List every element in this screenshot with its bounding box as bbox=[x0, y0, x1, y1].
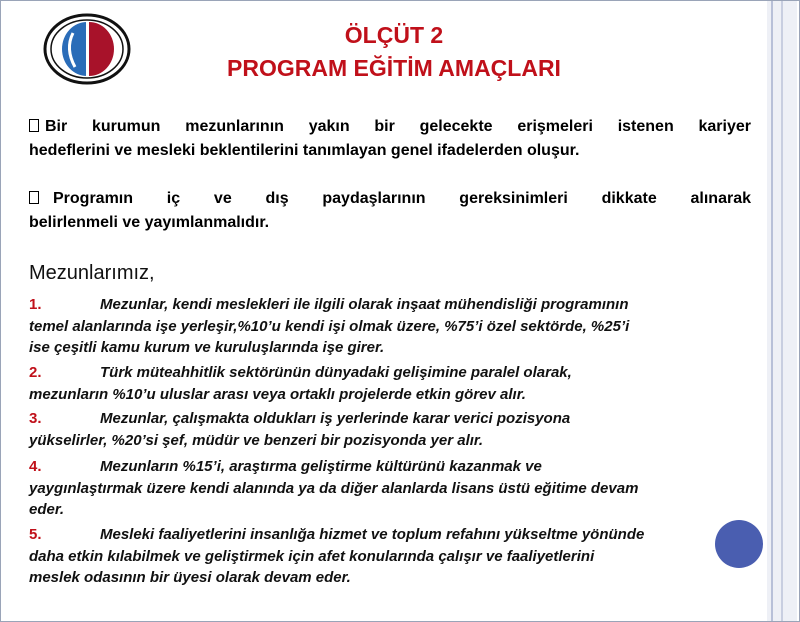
slide-title-line1: ÖLÇÜT 2 bbox=[344, 22, 444, 48]
item-line: meslek odasının bir üyesi olarak devam eder. bbox=[29, 569, 351, 586]
list-item bbox=[29, 524, 753, 589]
item-number: 4. bbox=[29, 458, 42, 475]
item-line: yaygınlaştırmak üzere kendi alanında ya da diğer alanlarda lisans üstü eğitime devam bbox=[29, 479, 639, 497]
item-number: 1. bbox=[29, 296, 42, 313]
item-line: eder. bbox=[29, 501, 65, 518]
item-line: daha etkin kılabilmek ve geliştirmek için afet konularında çalışır ve faaliyetlerini bbox=[29, 547, 595, 565]
list-item bbox=[29, 362, 753, 405]
list-item bbox=[29, 456, 753, 521]
item-line: ise çeşitli kamu kurum ve kuruluşlarında işe girer. bbox=[29, 339, 385, 356]
university-logo bbox=[43, 13, 131, 85]
item-line: Mezunların %15’i, araştırma geliştirme kültürünü kazanmak ve bbox=[100, 458, 542, 475]
bullet-2-line2: belirlenmeli ve yayımlanmalıdır. bbox=[29, 214, 270, 231]
item-line: temel alanlarında işe yerleşir,%10’u kendi işi olmak üzere, %75’i özel sektörde, %25’i bbox=[29, 317, 630, 335]
bullet-box-icon bbox=[29, 119, 39, 132]
bullet-box-icon bbox=[29, 191, 39, 204]
bullet-1-line2: hedeflerini ve mesleki beklentilerini tanımlayan genel ifadelerden oluşur. bbox=[29, 142, 580, 159]
bullet-paragraph-1 bbox=[29, 115, 751, 163]
item-line: Mesleki faaliyetlerini insanlığa hizmet ve toplum refahını yükseltme yönünde bbox=[100, 526, 645, 543]
item-number: 5. bbox=[29, 526, 42, 543]
item-line: Mezunlar, kendi meslekleri ile ilgili olarak inşaat mühendisliği programının bbox=[100, 296, 629, 313]
item-line: mezunların %10’u uluslar arası veya ortaklı projelerde etkin görev alır. bbox=[29, 385, 526, 403]
item-line: yükselirler, %20’si şef, müdür ve benzeri bir pozisyonda yer alır. bbox=[29, 431, 484, 449]
slide-side-decoration bbox=[767, 1, 797, 621]
item-line: Türk müteahhitlik sektörünün dünyadaki gelişimine paralel olarak, bbox=[100, 364, 572, 381]
item-number: 2. bbox=[29, 364, 42, 381]
list-item bbox=[29, 294, 753, 359]
item-line: Mezunlar, çalışmakta oldukları iş yerlerinde karar verici pozisyona bbox=[100, 410, 571, 427]
bullet-paragraph-2 bbox=[29, 187, 751, 235]
item-number: 3. bbox=[29, 410, 42, 427]
list-item bbox=[29, 408, 753, 451]
bullet-2-line1: Programın iç ve dış paydaşlarının gereksinimleri dikkate alınarak bbox=[53, 190, 751, 207]
bullet-1-line1: Bir kurumun mezunlarının yakın bir gelecekte erişmeleri istenen kariyer bbox=[45, 118, 751, 135]
section-heading: Mezunlarımız, bbox=[29, 262, 155, 284]
slide-title-line2: PROGRAM EĞİTİM AMAÇLARI bbox=[227, 55, 561, 81]
